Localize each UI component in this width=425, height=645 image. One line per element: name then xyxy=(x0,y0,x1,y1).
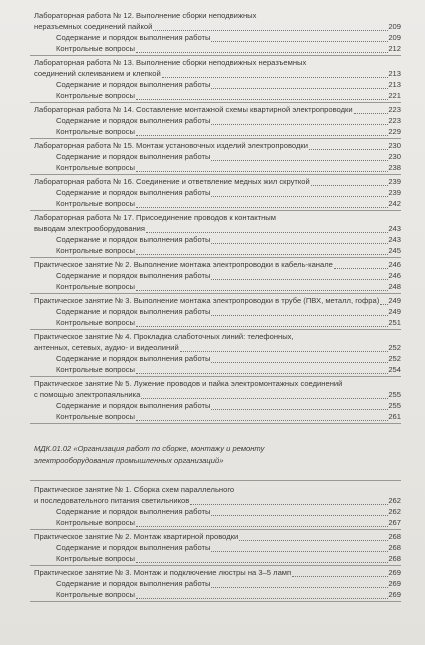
leader-dots xyxy=(211,270,388,280)
leader-dots xyxy=(354,104,388,114)
page-number: 261 xyxy=(388,412,401,421)
leader-dots xyxy=(239,531,388,541)
toc-subentry xyxy=(0,517,425,528)
toc-subentry xyxy=(0,162,425,173)
toc-entry-title xyxy=(0,484,425,495)
toc-entry-title-text: Практическое занятие № 1. Сборка схем параллельного xyxy=(34,485,235,494)
toc-subentry xyxy=(0,79,425,90)
toc-subentry xyxy=(0,43,425,54)
toc-subentry-text: Контрольные вопросы xyxy=(56,163,135,172)
toc-subentry xyxy=(0,151,425,162)
leader-dots xyxy=(380,295,388,305)
toc-subentry xyxy=(0,506,425,517)
toc-entry-title-text: Лабораторная работа № 17. Присоединение проводов к контактным xyxy=(34,213,276,222)
page-number: 269 xyxy=(388,590,401,599)
leader-dots xyxy=(162,68,388,78)
page-number: 239 xyxy=(388,177,401,186)
page-number: 249 xyxy=(388,307,401,316)
entry-divider xyxy=(30,423,401,424)
toc-subentry-text: Контрольные вопросы xyxy=(56,282,135,291)
entry-divider xyxy=(30,376,401,377)
leader-dots xyxy=(136,589,388,599)
leader-dots xyxy=(136,411,388,421)
leader-dots xyxy=(211,353,388,363)
toc-subentry xyxy=(0,245,425,256)
page-number: 255 xyxy=(388,390,401,399)
page-number: 209 xyxy=(388,22,401,31)
toc-entry-title-text: Практическое занятие № 3. Выполнение монтажа электропроводки в трубе (ПВХ, металл, гофра) xyxy=(34,296,380,305)
toc-entry-title-text: антенных, сетевых, аудио- и видеолиний xyxy=(34,343,179,352)
page-number: 213 xyxy=(388,69,401,78)
leader-dots xyxy=(211,151,388,161)
toc-entry-title-text: Лабораторная работа № 15. Монтаж установочных изделий электропроводки xyxy=(34,141,308,150)
page-number: 243 xyxy=(388,235,401,244)
toc-subentry-text: Контрольные вопросы xyxy=(56,554,135,563)
leader-dots xyxy=(292,567,388,577)
toc-subentry xyxy=(0,353,425,364)
page-number: 243 xyxy=(388,224,401,233)
leader-dots xyxy=(211,578,388,588)
page-number: 268 xyxy=(388,543,401,552)
toc-entry-title xyxy=(0,68,425,79)
toc-entry-title xyxy=(0,57,425,68)
toc-subentry-text: Содержание и порядок выполнения работы xyxy=(56,152,211,161)
toc-entry-title-text: и последовательного питания светильников xyxy=(34,496,190,505)
toc-subentry xyxy=(0,589,425,600)
toc-subentry-text: Контрольные вопросы xyxy=(56,365,135,374)
toc-entry-title xyxy=(0,342,425,353)
entry-divider xyxy=(30,174,401,175)
toc-subentry-text: Содержание и порядок выполнения работы xyxy=(56,188,211,197)
page-number: 254 xyxy=(388,365,401,374)
leader-dots xyxy=(211,400,388,410)
section-heading: МДК.01.02 «Организация работ по сборке, монтажу и ремонту xyxy=(34,444,265,453)
leader-dots xyxy=(309,140,388,150)
page-number: 267 xyxy=(388,518,401,527)
leader-dots xyxy=(211,306,388,316)
page-number: 268 xyxy=(388,532,401,541)
page-number: 223 xyxy=(388,105,401,114)
toc-subentry-text: Контрольные вопросы xyxy=(56,318,135,327)
leader-dots xyxy=(136,553,388,563)
page-number: 268 xyxy=(388,554,401,563)
toc-entry-title xyxy=(0,378,425,389)
toc-entry-title-text: Практическое занятие № 2. Монтаж квартирной проводки xyxy=(34,532,239,541)
entry-divider xyxy=(30,601,401,602)
page-number: 229 xyxy=(388,127,401,136)
leader-dots xyxy=(211,542,388,552)
page-number: 213 xyxy=(388,80,401,89)
page-number: 239 xyxy=(388,188,401,197)
toc-subentry-text: Содержание и порядок выполнения работы xyxy=(56,235,211,244)
leader-dots xyxy=(136,517,388,527)
toc-subentry-text: Контрольные вопросы xyxy=(56,518,135,527)
page-number: 262 xyxy=(388,496,401,505)
leader-dots xyxy=(136,198,388,208)
page-number: 255 xyxy=(388,401,401,410)
leader-dots xyxy=(211,32,388,42)
leader-dots xyxy=(136,281,388,291)
leader-dots xyxy=(146,223,388,233)
page-number: 238 xyxy=(388,163,401,172)
toc-entry-title xyxy=(0,21,425,32)
toc-entry-title-text: Лабораторная работа № 12. Выполнение сборки неподвижных xyxy=(34,11,257,20)
toc-subentry xyxy=(0,234,425,245)
toc-subentry-text: Содержание и порядок выполнения работы xyxy=(56,507,211,516)
toc-entry-title xyxy=(0,259,425,270)
entry-divider xyxy=(30,329,401,330)
page-number: 245 xyxy=(388,246,401,255)
entry-divider xyxy=(30,565,401,566)
toc-subentry xyxy=(0,553,425,564)
toc-entry-title-text: Лабораторная работа № 13. Выполнение сборки неподвижных неразъемных xyxy=(34,58,307,67)
leader-dots xyxy=(180,342,388,352)
toc-subentry xyxy=(0,90,425,101)
toc-subentry-text: Содержание и порядок выполнения работы xyxy=(56,271,211,280)
leader-dots xyxy=(334,259,388,269)
page-number: 269 xyxy=(388,568,401,577)
toc-subentry xyxy=(0,364,425,375)
leader-dots xyxy=(211,234,388,244)
toc-subentry xyxy=(0,411,425,422)
toc-entry-title-text: Практическое занятие № 4. Прокладка слаботочных линий: телефонных, xyxy=(34,332,294,341)
toc-entry-title-text: с помощью электропаяльника xyxy=(34,390,141,399)
toc-entry-title-text: Практическое занятие № 3. Монтаж и подключение люстры на 3–5 ламп xyxy=(34,568,292,577)
toc-entry-title xyxy=(0,567,425,578)
toc-entry-title xyxy=(0,176,425,187)
toc-subentry-text: Контрольные вопросы xyxy=(56,127,135,136)
toc-subentry-text: Содержание и порядок выполнения работы xyxy=(56,354,211,363)
toc-subentry-text: Контрольные вопросы xyxy=(56,91,135,100)
section-heading: электрооборудования промышленных организаций» xyxy=(34,456,224,465)
toc-subentry-text: Контрольные вопросы xyxy=(56,44,135,53)
leader-dots xyxy=(153,21,388,31)
toc-subentry-text: Содержание и порядок выполнения работы xyxy=(56,33,211,42)
leader-dots xyxy=(136,245,388,255)
toc-subentry-text: Контрольные вопросы xyxy=(56,199,135,208)
toc-entry-title-text: Практическое занятие № 2. Выполнение монтажа электропроводки в кабель-канале xyxy=(34,260,333,269)
toc-subentry xyxy=(0,198,425,209)
page-number: 212 xyxy=(388,44,401,53)
toc-subentry xyxy=(0,542,425,553)
page-number: 209 xyxy=(388,33,401,42)
entry-divider xyxy=(30,480,401,481)
toc-entry-title xyxy=(0,104,425,115)
page-number: 246 xyxy=(388,271,401,280)
toc-entry-title-text: соединений склеиванием и клепкой xyxy=(34,69,161,78)
leader-dots xyxy=(211,187,388,197)
toc-entry-title-text: Лабораторная работа № 16. Соединение и ответвление медных жил скруткой xyxy=(34,177,310,186)
toc-subentry xyxy=(0,126,425,137)
toc-subentry-text: Содержание и порядок выполнения работы xyxy=(56,80,211,89)
toc-entry-title xyxy=(0,331,425,342)
toc-subentry-text: Контрольные вопросы xyxy=(56,246,135,255)
toc-entry-title xyxy=(0,212,425,223)
leader-dots xyxy=(311,176,388,186)
entry-divider xyxy=(30,257,401,258)
page-number: 249 xyxy=(388,296,401,305)
toc-subentry xyxy=(0,115,425,126)
leader-dots xyxy=(211,506,388,516)
entry-divider xyxy=(30,529,401,530)
toc-entry-title xyxy=(0,10,425,21)
leader-dots xyxy=(141,389,388,399)
toc-subentry-text: Содержание и порядок выполнения работы xyxy=(56,307,211,316)
entry-divider xyxy=(30,102,401,103)
toc-subentry xyxy=(0,281,425,292)
page-number: 230 xyxy=(388,141,401,150)
page-number: 223 xyxy=(388,116,401,125)
toc-subentry xyxy=(0,270,425,281)
page-number: 269 xyxy=(388,579,401,588)
leader-dots xyxy=(136,43,388,53)
toc-entry-title-text: Лабораторная работа № 14. Составление монтажной схемы квартирной электропроводки xyxy=(34,105,353,114)
leader-dots xyxy=(211,115,388,125)
toc-subentry-text: Контрольные вопросы xyxy=(56,412,135,421)
toc-subentry-text: Контрольные вопросы xyxy=(56,590,135,599)
toc-entry-title xyxy=(0,389,425,400)
toc-subentry xyxy=(0,32,425,43)
page-number: 252 xyxy=(388,354,401,363)
toc-entry-title xyxy=(0,531,425,542)
leader-dots xyxy=(136,317,388,327)
toc-entry-title xyxy=(0,495,425,506)
entry-divider xyxy=(30,138,401,139)
leader-dots xyxy=(136,90,388,100)
entry-divider xyxy=(30,55,401,56)
leader-dots xyxy=(136,162,388,172)
leader-dots xyxy=(190,495,388,505)
toc-entry-title xyxy=(0,295,425,306)
page-number: 221 xyxy=(388,91,401,100)
toc-subentry-text: Содержание и порядок выполнения работы xyxy=(56,116,211,125)
toc-subentry-text: Содержание и порядок выполнения работы xyxy=(56,401,211,410)
toc-entry-title-text: неразъемных соединений пайкой xyxy=(34,22,153,31)
entry-divider xyxy=(30,293,401,294)
toc-subentry xyxy=(0,317,425,328)
page-number: 262 xyxy=(388,507,401,516)
toc-subentry xyxy=(0,187,425,198)
leader-dots xyxy=(136,126,388,136)
page-number: 252 xyxy=(388,343,401,352)
toc-subentry-text: Содержание и порядок выполнения работы xyxy=(56,579,211,588)
page-number: 242 xyxy=(388,199,401,208)
page-number: 251 xyxy=(388,318,401,327)
toc-subentry-text: Содержание и порядок выполнения работы xyxy=(56,543,211,552)
toc-entry-title-text: выводам электрооборудования xyxy=(34,224,146,233)
toc-entry-title xyxy=(0,223,425,234)
page-number: 248 xyxy=(388,282,401,291)
toc-entry-title-text: Практическое занятие № 5. Лужение проводов и пайка электромонтажных соединений xyxy=(34,379,343,388)
toc-subentry xyxy=(0,306,425,317)
toc-subentry xyxy=(0,578,425,589)
leader-dots xyxy=(136,364,388,374)
leader-dots xyxy=(211,79,388,89)
toc-subentry xyxy=(0,400,425,411)
toc-entry-title xyxy=(0,140,425,151)
page-number: 230 xyxy=(388,152,401,161)
entry-divider xyxy=(30,210,401,211)
page-number: 246 xyxy=(388,260,401,269)
